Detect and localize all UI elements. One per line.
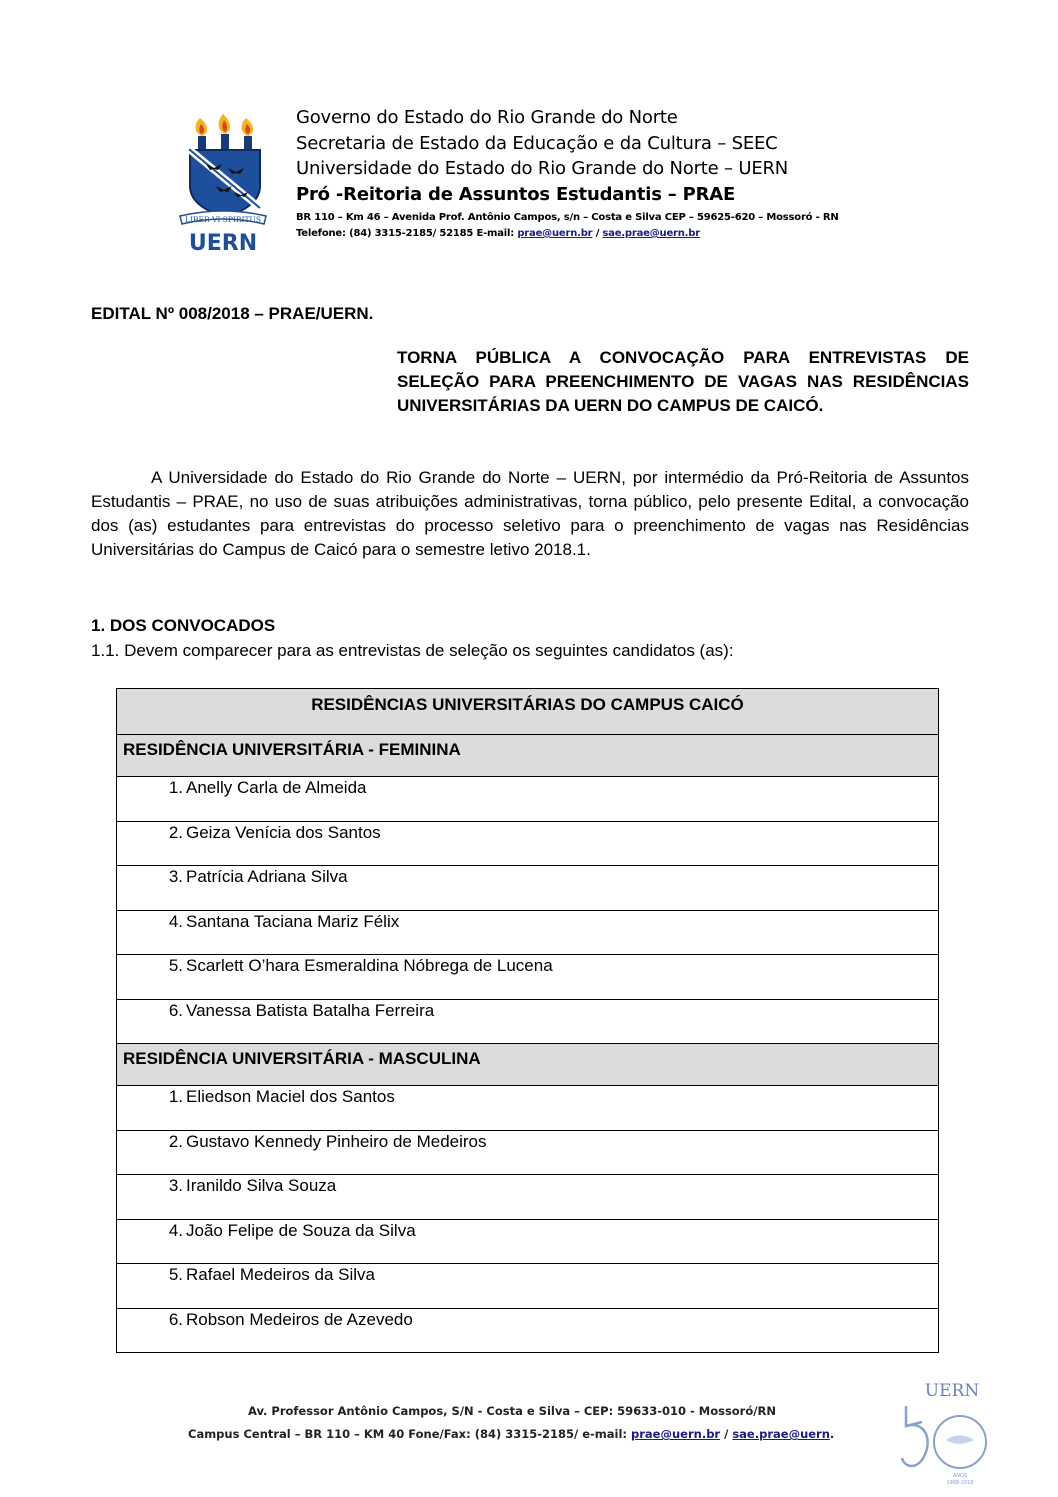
table-row (117, 1131, 938, 1176)
group-masculina-title: RESIDÊNCIA UNIVERSITÁRIA - MASCULINA (117, 1044, 938, 1086)
footer-email-prae-link[interactable]: prae@uern.br (631, 1427, 721, 1441)
table-row (117, 1220, 938, 1265)
table-header: RESIDÊNCIAS UNIVERSITÁRIAS DO CAMPUS CAICÓ (117, 689, 938, 735)
intro-text: A Universidade do Estado do Rio Grande do Norte – UERN, por intermédio da Pró-Reitoria de Assuntos Estudantis – PRAE, no uso de suas atribuições administrativas, torna público, pelo presente Edital, a convocação dos (as) estudantes para entrevistas do processo seletivo para o preenchimento de vagas nas Residências Universitárias do Campus de Caicó para o semestre letivo 2018.1. (91, 468, 969, 559)
header-contact (296, 228, 700, 239)
candidate-name: Santana Taciana Mariz Félix (186, 911, 400, 931)
candidate-name: Robson Medeiros de Azevedo (186, 1309, 413, 1329)
row-number: 4. (168, 911, 183, 931)
logo-text: UERN (188, 231, 258, 254)
candidate-name: Patrícia Adriana Silva (186, 867, 348, 886)
section-title: 1. DOS CONVOCADOS (91, 616, 276, 635)
section-subtitle: 1.1. Devem comparecer para as entrevistas de seleção os seguintes candidatos (as): (91, 641, 734, 660)
footer-email-separator: / (720, 1427, 733, 1441)
edital-summary: TORNA PÚBLICA A CONVOCAÇÃO PARA ENTREVISTAS DE SELEÇÃO PARA PREENCHIMENTO DE VAGAS NAS RESIDÊNCIAS UNIVERSITÁRIAS DA UERN DO CAMPUS DE CAICÓ. (397, 348, 969, 415)
header-line-secretaria: Secretaria de Estado da Educação e da Cultura – SEEC (296, 133, 778, 154)
table-row (117, 911, 938, 956)
uern-50-anos-seal-icon (896, 1370, 992, 1490)
candidate-name: João Felipe de Souza da Silva (186, 1220, 416, 1240)
table-row (117, 822, 938, 867)
candidate-name: Eliedson Maciel dos Santos (186, 1087, 395, 1106)
seal-text: UERN (924, 1381, 980, 1401)
header-line-governo: Governo do Estado do Rio Grande do Norte (296, 107, 678, 128)
uern-coat-of-arms-icon (178, 108, 268, 254)
row-number: 1. (168, 1087, 183, 1106)
candidate-name: Geiza Venícia dos Santos (186, 822, 381, 842)
row-number: 6. (168, 1309, 183, 1329)
header-address: BR 110 – Km 46 – Avenida Prof. Antônio Campos, s/n – Costa e Silva CEP – 59625-620 – Mossoró - RN (296, 212, 839, 223)
candidate-name: Iranildo Silva Souza (186, 1176, 337, 1195)
table-row (117, 1309, 938, 1354)
header-email-separator: / (592, 228, 603, 239)
candidate-name: Rafael Medeiros da Silva (186, 1265, 375, 1284)
group-feminina-title: RESIDÊNCIA UNIVERSITÁRIA - FEMININA (117, 735, 938, 777)
table-row (117, 1175, 938, 1220)
row-number: 5. (168, 1265, 183, 1284)
table-row (117, 955, 938, 1000)
footer-campus-phone: Campus Central – BR 110 – KM 40 Fone/Fax: (84) 3315-2185/ e-mail: (188, 1427, 632, 1441)
edital-title: EDITAL Nº 008/2018 – PRAE/UERN. (91, 304, 374, 323)
row-number: 5. (168, 956, 183, 975)
seal-years: 1968-2018 (946, 1480, 974, 1486)
candidate-name: Vanessa Batista Batalha Ferreira (186, 1000, 435, 1020)
table-row (117, 1000, 938, 1045)
table-row (117, 1086, 938, 1131)
table-row (117, 1264, 938, 1309)
logo-motto: LIBER VI SPIRITUS (185, 215, 261, 224)
candidate-name: Gustavo Kennedy Pinheiro de Medeiros (186, 1131, 487, 1151)
header-email-sae-link[interactable]: sae.prae@uern.br (602, 228, 700, 239)
seal-anos: ANOS (952, 1473, 968, 1479)
candidate-name: Anelly Carla de Almeida (186, 778, 367, 797)
residencias-table (116, 688, 939, 1353)
footer-email-sae-link[interactable]: sae.prae@uern (732, 1427, 830, 1441)
footer-address: Av. Professor Antônio Campos, S/N - Costa e Silva – CEP: 59633-010 - Mossoró/RN (248, 1404, 776, 1418)
row-number: 4. (168, 1220, 183, 1240)
header-email-prae-link[interactable]: prae@uern.br (517, 228, 593, 239)
row-number: 1. (168, 778, 183, 797)
row-number: 3. (168, 1176, 183, 1195)
table-row (117, 866, 938, 911)
header-phone: Telefone: (84) 3315-2185/ 52185 E-mail: (296, 228, 518, 239)
row-number: 2. (168, 822, 183, 842)
header-line-universidade: Universidade do Estado do Rio Grande do Norte – UERN (296, 158, 789, 179)
torch-icon (196, 118, 207, 150)
footer-contact (188, 1427, 834, 1441)
footer-period: . (829, 1427, 835, 1441)
table-row (117, 777, 938, 822)
row-number: 2. (168, 1131, 183, 1151)
row-number: 3. (168, 867, 183, 886)
intro-paragraph (91, 466, 969, 562)
row-number: 6. (168, 1000, 183, 1020)
header-line-prae: Pró -Reitoria de Assuntos Estudantis – PRAE (296, 184, 736, 205)
candidate-name: Scarlett O’hara Esmeraldina Nóbrega de Lucena (186, 956, 553, 975)
